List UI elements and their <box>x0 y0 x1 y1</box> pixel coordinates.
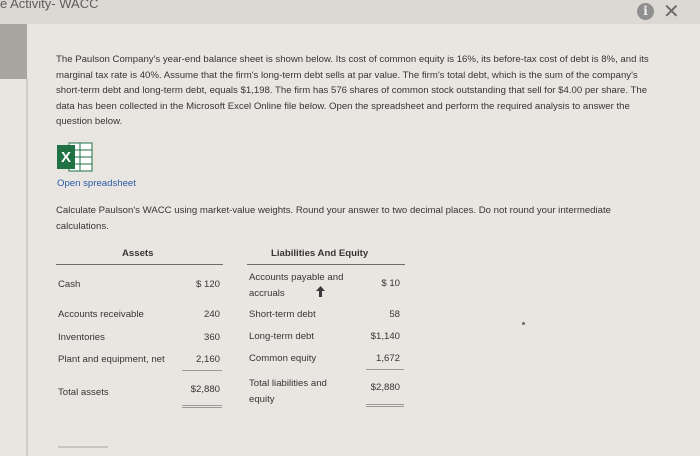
asset-label-plant: Plant and equipment, net <box>58 354 165 365</box>
title-bar <box>0 0 700 24</box>
liability-value-equity: 1,672 <box>375 353 400 364</box>
total-liabilities-value: $2,880 <box>370 382 400 393</box>
question-text: The Paulson Company's year-end balance sheet is shown below. Its cost of common equity is 16%, its before-tax cost of debt is 8%, and its marginal tax rate is 40%. Assume that the firm's long-term debt sells at par value. The firm's total debt, which is the sum of the company's short-term debt and long-term debt, equals $1,198. The firm has 576 shares of common stock outstanding that sell for $4.00 per share. The data has been collected in the Microsoft Excel Online file below. Open the spreadsheet and perform the required analysis to answer the question below. <box>56 54 649 127</box>
stray-dot <box>522 322 525 325</box>
asset-label-cash: Cash <box>58 279 81 290</box>
mouse-cursor-icon <box>316 286 325 298</box>
asset-value-plant: 2,160 <box>195 354 220 365</box>
liabilities-total-rule-2 <box>366 406 404 407</box>
assets-header-rule <box>56 264 223 265</box>
bottom-scroll-hint <box>58 446 108 448</box>
assets-subtotal-rule <box>182 370 222 371</box>
liabilities-header-rule <box>247 264 405 265</box>
excel-icon-letter: X <box>60 149 72 166</box>
liability-value-short-debt: 58 <box>389 309 400 320</box>
side-divider <box>26 79 28 456</box>
liability-value-long-debt: $1,140 <box>370 331 400 342</box>
assets-header: Assets <box>122 248 154 259</box>
assets-total-rule-2 <box>182 407 222 408</box>
asset-label-receivables: Accounts receivable <box>58 309 144 320</box>
liability-label-equity: Common equity <box>249 353 317 364</box>
assets-total-rule-1 <box>182 405 222 406</box>
window-title: e Activity- WACC <box>0 0 99 11</box>
asset-value-inventories: 360 <box>203 332 220 343</box>
side-tab[interactable] <box>0 24 27 79</box>
liability-label-long-debt: Long-term debt <box>249 331 315 342</box>
liability-label-payables: Accounts payable and accruals <box>249 272 344 299</box>
open-spreadsheet-link[interactable]: Open spreadsheet <box>57 178 136 189</box>
asset-value-cash: $ 120 <box>195 279 220 290</box>
total-assets-label: Total assets <box>58 387 109 398</box>
excel-icon[interactable] <box>57 142 93 172</box>
liability-label-short-debt: Short-term debt <box>249 309 316 320</box>
instruction-text: Calculate Paulson's WACC using market-value weights. Round your answer to two decimal places. Do not round your intermediate calculations. <box>56 205 611 232</box>
close-icon[interactable]: ✕ <box>663 0 680 23</box>
liabilities-header: Liabilities And Equity <box>271 248 369 259</box>
liabilities-subtotal-rule <box>366 369 404 370</box>
liability-value-payables: $ 10 <box>381 278 400 289</box>
info-icon[interactable]: i <box>637 3 654 20</box>
total-assets-value: $2,880 <box>190 384 220 395</box>
liabilities-total-rule-1 <box>366 404 404 405</box>
asset-value-receivables: 240 <box>203 309 220 320</box>
total-liabilities-label: Total liabilities and equity <box>249 378 327 405</box>
asset-label-inventories: Inventories <box>58 332 105 343</box>
